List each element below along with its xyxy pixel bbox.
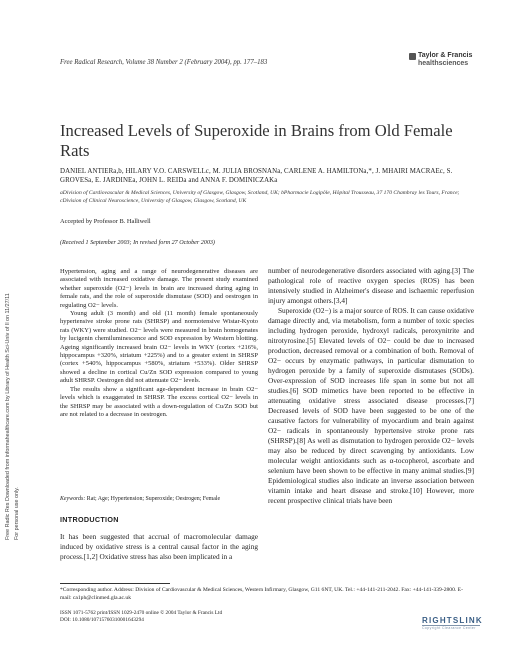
publication-info [60,610,360,624]
issn-line: ISSN 1071-5762 print/ISSN 1029-2470 online © 2004 Taylor & Francis Ltd [60,610,223,616]
section-heading: INTRODUCTION [60,515,119,524]
keywords [60,496,260,502]
download-notice [4,160,30,540]
body-paragraph: Superoxide (O2−) is a major source of ROS. It can cause oxidative damage directly and, via metabolism, form a number of toxic species including hydrogen peroxide, hydroxyl radicals, peroxynitrite and nitrotyrosine.[5] Elevated levels of O2− could be due to increased production, decreased removal or a combination of both. Removal of O2− occurs by enzymatic pathways, in particular dismutation to hydrogen peroxide by a family of superoxide dismutases (SODs). Over-expression of SOD increases life span in some but not all studies.[6] SOD mimetics have been reported to be effective in attenuating oxidative stress associated disease processes.[7] Decreased levels of SOD have been suggested to be one of the causative factors for vulnerability of myocardium and brain against O2− radicals in spontaneously hypertensive stroke prone rats (SHRSP).[8] As well as dismutation to hydrogen peroxide O2− levels may also be reduced by direct scavenging by antioxidants. Low molecular weight antioxidants such as α-tocopherol, ascorbate and selenium have been shown to be effective in many animal studies.[9] Epidemiological studies also indicate an inverse association between vitamin intake and heart disease and stroke.[10] However, more recent prospective clinical trials have been [268,306,474,505]
personal-use-line: For personal use only. [14,487,20,540]
publisher-imprint: healthsciences [418,60,469,67]
rightslink-logo: RIGHTSLINK [422,616,483,625]
intro-paragraph: It has been suggested that accrual of macromolecular damage induced by oxidative stress is a central causal factor in the aging process.[1,2] Oxidative stress has also been implicated in a [60,532,258,561]
keywords-label: Keywords: [60,496,86,502]
article-title: Increased Levels of Superoxide in Brains from Old Female Rats [60,121,453,160]
download-notice-line: Free Radic Res Downloaded from informahealthcare.com by Library of Health Sci-Univ of Il on 11/27/11 [5,293,11,540]
accepted-by: Accepted by Professor B. Halliwell [60,218,151,225]
corresponding-author-footnote: *Corresponding author. Address: Division of Cardiovascular & Medical Sciences, Western Infirmary, Glasgow, G11 6NT, UK. Tel.: +44-141-211-2042. Fax: +44-141-339-2800. E-mail: ca1ph@clinmed.gla.ac.uk [60,587,463,601]
author-list: DANIEL ANTIERa,b, HILARY V.O. CARSWELLc, M. JULIA BROSNANa, CARLENE A. HAMILTONa,*, J. MHAIRI MACRAEc, S. GROVESa, E. JARDINEa, JOHN L. REIDa and ANNA F. DOMINICZAKa [60,168,453,184]
abstract-paragraph: Young adult (3 month) and old (11 month) female spontaneously hypertensive stroke prone rats (SHRSP) and normotensive Wistar-Kyoto rats (WKY) were studied. O2− levels were measured in brain homogenates by lucigenin chemiluminescence and SOD expression by Western blotting. Ageing significantly increased brain O2− levels in WKY (cortex +216%, hippocampus +320%, striatum +225%) and to a greater extent in SHRSP (cortex +540%, hippocampus +580%, striatum +533%). Older SHRSP showed a decline in cortical Cu/Zn SOD expression compared to young adult SHRSP. Oestrogen did not attenuate O2− levels. [60,310,258,385]
abstract-paragraph: The results show a significant age-dependent increase in brain O2− levels which is exaggerated in SHRSP. The excess cortical O2− levels in the SHRSP may be associated with a down-regulation of Cu/Zn SOD but are not related to a decrease in oestrogen. [60,385,258,418]
received-dates: (Received 1 September 2003; In revised form 27 October 2003) [60,240,215,246]
journal-citation: Free Radical Research, Volume 38 Number 2 (February 2004), pp. 177–183 [60,59,268,66]
publisher-name [418,52,472,68]
abstract [60,268,258,419]
doi-line: DOI: 10.1080/10715760310001643294 [60,617,144,623]
publisher-brand: Taylor & Francis [418,52,473,59]
abstract-paragraph: Hypertension, aging and a range of neurodegenerative diseases are associated with increased oxidative damage. The present study examined whether superoxide (O2−) levels in brain are increased during aging in female rats, and the role of superoxide dismutase (SOD) and oestrogen in regulating O2− levels. [60,268,258,309]
keywords-text: Rat; Age; Hypertension; Superoxide; Oestrogen; Female [86,496,221,502]
body-right-column [268,266,474,506]
affiliations: aDivision of Cardiovascular & Medical Sciences, University of Glasgow, Glasgow, Scotland, UK; bPharmacie Logipôle, Hôpital Trousseau, 37 170 Chambray les Tours, France; cDivision of Clinical Neuroscience, University of Glasgow, Glasgow, Scotland, UK [60,190,460,204]
publisher-logo-icon [409,53,416,60]
body-paragraph: number of neurodegenerative disorders associated with aging.[3] The pathological role of reactive oxygen species (ROS) has been intensively studied in Alzheimer's disease and ischaemic reperfusion injury amongst others.[3,4] [268,266,474,305]
rightslink-subtitle: Copyright Clearance Center [422,626,476,630]
footnote-divider [60,583,170,584]
